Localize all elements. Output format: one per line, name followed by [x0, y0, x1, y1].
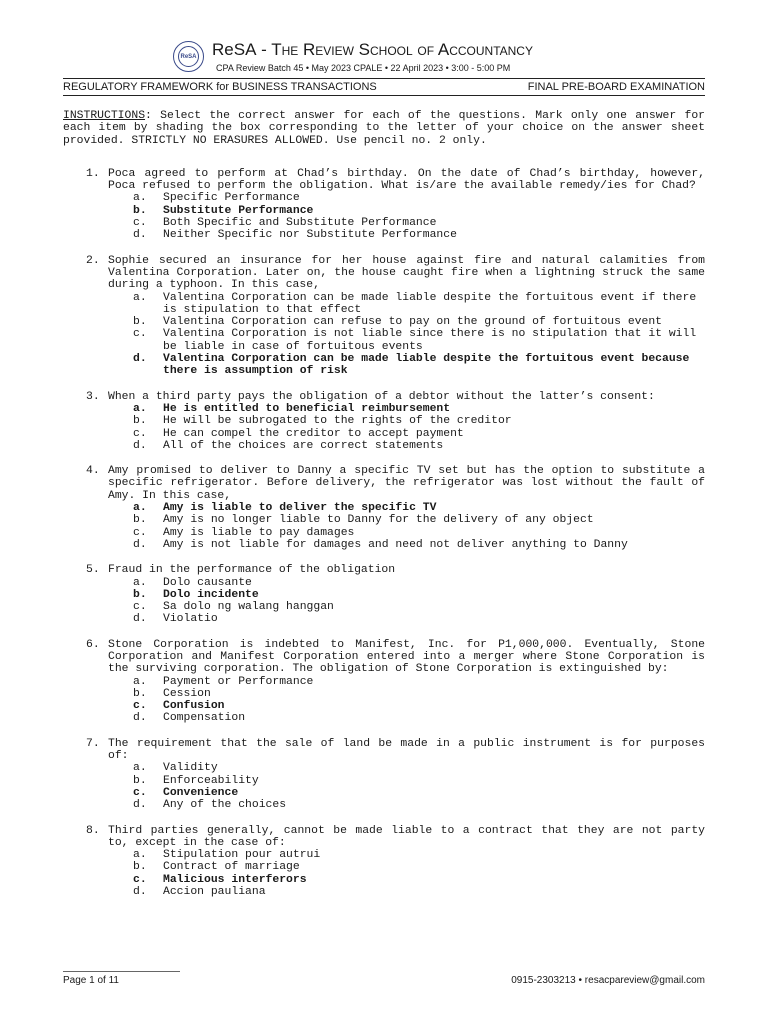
choice-letter: a. [133, 675, 147, 688]
exam-schedule: CPA Review Batch 45 • May 2023 CPALE • 22 April 2023 • 3:00 - 5:00 PM [216, 63, 511, 73]
choice-letter: b. [133, 204, 147, 217]
question-text: Sophie secured an insurance for her house against fire and natural calamities from Valentina Corporation. Later on, the house caught fire when a lightning struck the same during a typhoon. In this case, [108, 254, 705, 292]
choice-text: Contract of marriage [163, 861, 300, 874]
choice-letter: d. [133, 886, 147, 899]
question-number: 2. [86, 254, 100, 267]
choice-item [108, 539, 705, 551]
question-number: 8. [86, 824, 100, 837]
choice-item [108, 217, 705, 229]
question-item [63, 391, 705, 452]
choice-item [108, 415, 705, 427]
choice-letter: d. [133, 229, 147, 242]
choice-letter: b. [133, 588, 147, 601]
choice-text: Both Specific and Substitute Performance [163, 217, 437, 230]
choice-text: He will be subrogated to the rights of the creditor [163, 415, 512, 428]
instructions [63, 110, 705, 147]
choice-letter: d. [133, 613, 147, 626]
question-number: 3. [86, 390, 100, 403]
choice-text: Amy is liable to deliver the specific TV [163, 502, 437, 515]
question-item [63, 564, 705, 625]
choice-item [108, 514, 705, 526]
choice-text: Enforceability [163, 774, 259, 787]
choice-item [108, 613, 705, 625]
choice-letter: d. [133, 538, 147, 551]
choice-item [108, 762, 705, 774]
choice-text: Violatio [163, 613, 218, 626]
choice-text: Cession [163, 687, 211, 700]
subject-row [63, 81, 705, 93]
question-text: Stone Corporation is indebted to Manifest, Inc. for P1,000,000. Eventually, Stone Corporation and Manifest Corporation entered into a merger where Stone Corporation is the surviving corporation. The obligation of Stone Corporation is extinguished by: [108, 638, 705, 676]
choice-item [108, 886, 705, 898]
choice-letter: c. [133, 700, 147, 713]
choice-text: He is entitled to beneficial reimbursement [163, 402, 451, 415]
choice-item [108, 601, 705, 613]
choice-text: Dolo causante [163, 576, 252, 589]
exam-content [63, 110, 705, 911]
choice-text: All of the choices are correct statements [163, 439, 444, 452]
choice-text: Valentina Corporation can be made liable despite the fortuitous event if there is stipulation to that effect [163, 291, 697, 316]
question-text: Fraud in the performance of the obligation [108, 564, 396, 577]
choice-text: Substitute Performance [163, 204, 314, 217]
choice-text: Valentina Corporation can be made liable despite the fortuitous event because there is assumption of risk [163, 353, 690, 378]
brand-name: ReSA [212, 40, 257, 59]
choice-item [108, 775, 705, 787]
page-number: Page 1 of 11 [63, 975, 119, 986]
choice-letter: d. [133, 712, 147, 725]
question-number: 1. [86, 167, 100, 180]
question-text: When a third party pays the obligation of a debtor without the latter’s consent: [108, 390, 655, 403]
choice-item [108, 688, 705, 700]
question-number: 5. [86, 564, 100, 577]
choice-text: Confusion [163, 700, 225, 713]
choice-text: Sa dolo ng walang hanggan [163, 601, 334, 614]
question-text: Poca agreed to perform at Chad’s birthday. On the date of Chad’s birthday, however, Poca refused to perform the obligation. What is/are the available remedy/ies for Chad? [108, 167, 705, 193]
question-item [63, 465, 705, 551]
choice-letter: b. [133, 316, 147, 329]
question-text: Amy promised to deliver to Danny a specific TV set but has the option to substitute a specific refrigerator. Before delivery, the refrigerator was lost without the fault of Amy. In this case, [108, 465, 705, 502]
page-header [0, 0, 768, 100]
choice-text: Malicious interferors [163, 873, 307, 886]
choice-letter: a. [133, 192, 147, 205]
choice-item [108, 577, 705, 589]
choice-item [108, 676, 705, 688]
question-number: 4. [86, 465, 100, 478]
choice-letter: d. [133, 353, 147, 366]
resa-logo-icon [173, 41, 204, 72]
choice-text: Any of the choices [163, 799, 287, 812]
choice-list [108, 502, 705, 551]
choice-letter: a. [133, 291, 147, 304]
choice-text: Accion pauliana [163, 886, 266, 899]
choice-text: Dolo incidente [163, 588, 259, 601]
choice-letter: c. [133, 217, 147, 230]
instructions-text: : Select the correct answer for each of the questions. Mark only one answer for each item by shading the box corresponding to the letter of your choice on the answer sheet provided. STRICTLY NO ERASURES ALLOWED. Use pencil no. 2 only. [63, 110, 705, 147]
choice-text: Valentina Corporation can refuse to pay on the ground of fortuitous event [163, 316, 662, 329]
question-item [63, 825, 705, 899]
school-name: - The Review School of Accountancy [256, 40, 533, 59]
choice-text: Specific Performance [163, 192, 300, 205]
choice-item [108, 440, 705, 452]
choice-letter: a. [133, 849, 147, 862]
choice-letter: b. [133, 514, 147, 527]
choice-list [108, 676, 705, 725]
choice-item [108, 861, 705, 873]
subject-title: REGULATORY FRAMEWORK for BUSINESS TRANSACTIONS [63, 81, 377, 93]
choice-item [108, 712, 705, 724]
question-list [63, 168, 705, 898]
page-footer [63, 975, 705, 986]
question-number: 6. [86, 638, 100, 651]
choice-letter: c. [133, 526, 147, 539]
choice-letter: a. [133, 402, 147, 415]
choice-item [108, 292, 705, 317]
choice-list [108, 403, 705, 452]
instructions-label: INSTRUCTIONS [63, 110, 146, 122]
question-item [63, 738, 705, 812]
header-top-rule [63, 78, 705, 79]
choice-text: Payment or Performance [163, 675, 314, 688]
choice-text: Amy is not liable for damages and need not deliver anything to Danny [163, 538, 628, 551]
choice-list [108, 762, 705, 811]
choice-item [108, 192, 705, 204]
contact-info: 0915-2303213 • resacpareview@gmail.com [511, 975, 705, 986]
choice-text: He can compel the creditor to accept payment [163, 427, 464, 440]
footer-rule [63, 971, 180, 972]
question-text: Third parties generally, cannot be made liable to a contract that they are not party to, except in the case of: [108, 824, 705, 849]
choice-text: Amy is liable to pay damages [163, 526, 355, 539]
choice-list [108, 192, 705, 241]
choice-item [108, 328, 705, 353]
choice-letter: c. [133, 601, 147, 614]
question-item [63, 639, 705, 725]
question-item [63, 255, 705, 378]
question-number: 7. [86, 737, 100, 750]
choice-item [108, 229, 705, 241]
choice-letter: a. [133, 502, 147, 515]
choice-text: Neither Specific nor Substitute Performance [163, 229, 457, 242]
choice-letter: a. [133, 576, 147, 589]
choice-item [108, 403, 705, 415]
choice-item [108, 849, 705, 861]
choice-letter: b. [133, 774, 147, 787]
choice-text: Compensation [163, 712, 246, 725]
choice-item [108, 316, 705, 328]
choice-letter: d. [133, 799, 147, 812]
choice-letter: b. [133, 861, 147, 874]
choice-list [108, 577, 705, 626]
choice-item [108, 502, 705, 514]
choice-letter: c. [133, 786, 147, 799]
choice-item [108, 589, 705, 601]
choice-item [108, 874, 705, 886]
choice-letter: a. [133, 762, 147, 775]
logo-text: ReSA [178, 46, 199, 67]
choice-item [108, 799, 705, 811]
choice-letter: c. [133, 328, 147, 341]
choice-text: Stipulation pour autrui [163, 849, 321, 862]
choice-letter: c. [133, 873, 147, 886]
choice-item [108, 527, 705, 539]
choice-text: Validity [163, 762, 218, 775]
choice-item [108, 700, 705, 712]
choice-text: Amy is no longer liable to Danny for the delivery of any object [163, 514, 594, 527]
question-item [63, 168, 705, 242]
choice-item [108, 787, 705, 799]
choice-letter: d. [133, 439, 147, 452]
choice-text: Convenience [163, 786, 239, 799]
exam-title: FINAL PRE-BOARD EXAMINATION [527, 81, 705, 93]
choice-item [108, 428, 705, 440]
choice-letter: b. [133, 415, 147, 428]
choice-item [108, 353, 705, 378]
choice-letter: b. [133, 687, 147, 700]
choice-item [108, 205, 705, 217]
choice-list [108, 849, 705, 898]
choice-text: Valentina Corporation is not liable since there is no stipulation that it will be liable in case of fortuitous events [163, 328, 697, 353]
school-title [212, 40, 533, 60]
header-bottom-rule [63, 95, 705, 96]
choice-letter: c. [133, 427, 147, 440]
question-text: The requirement that the sale of land be made in a public instrument is for purposes of: [108, 737, 705, 763]
choice-list [108, 292, 705, 378]
